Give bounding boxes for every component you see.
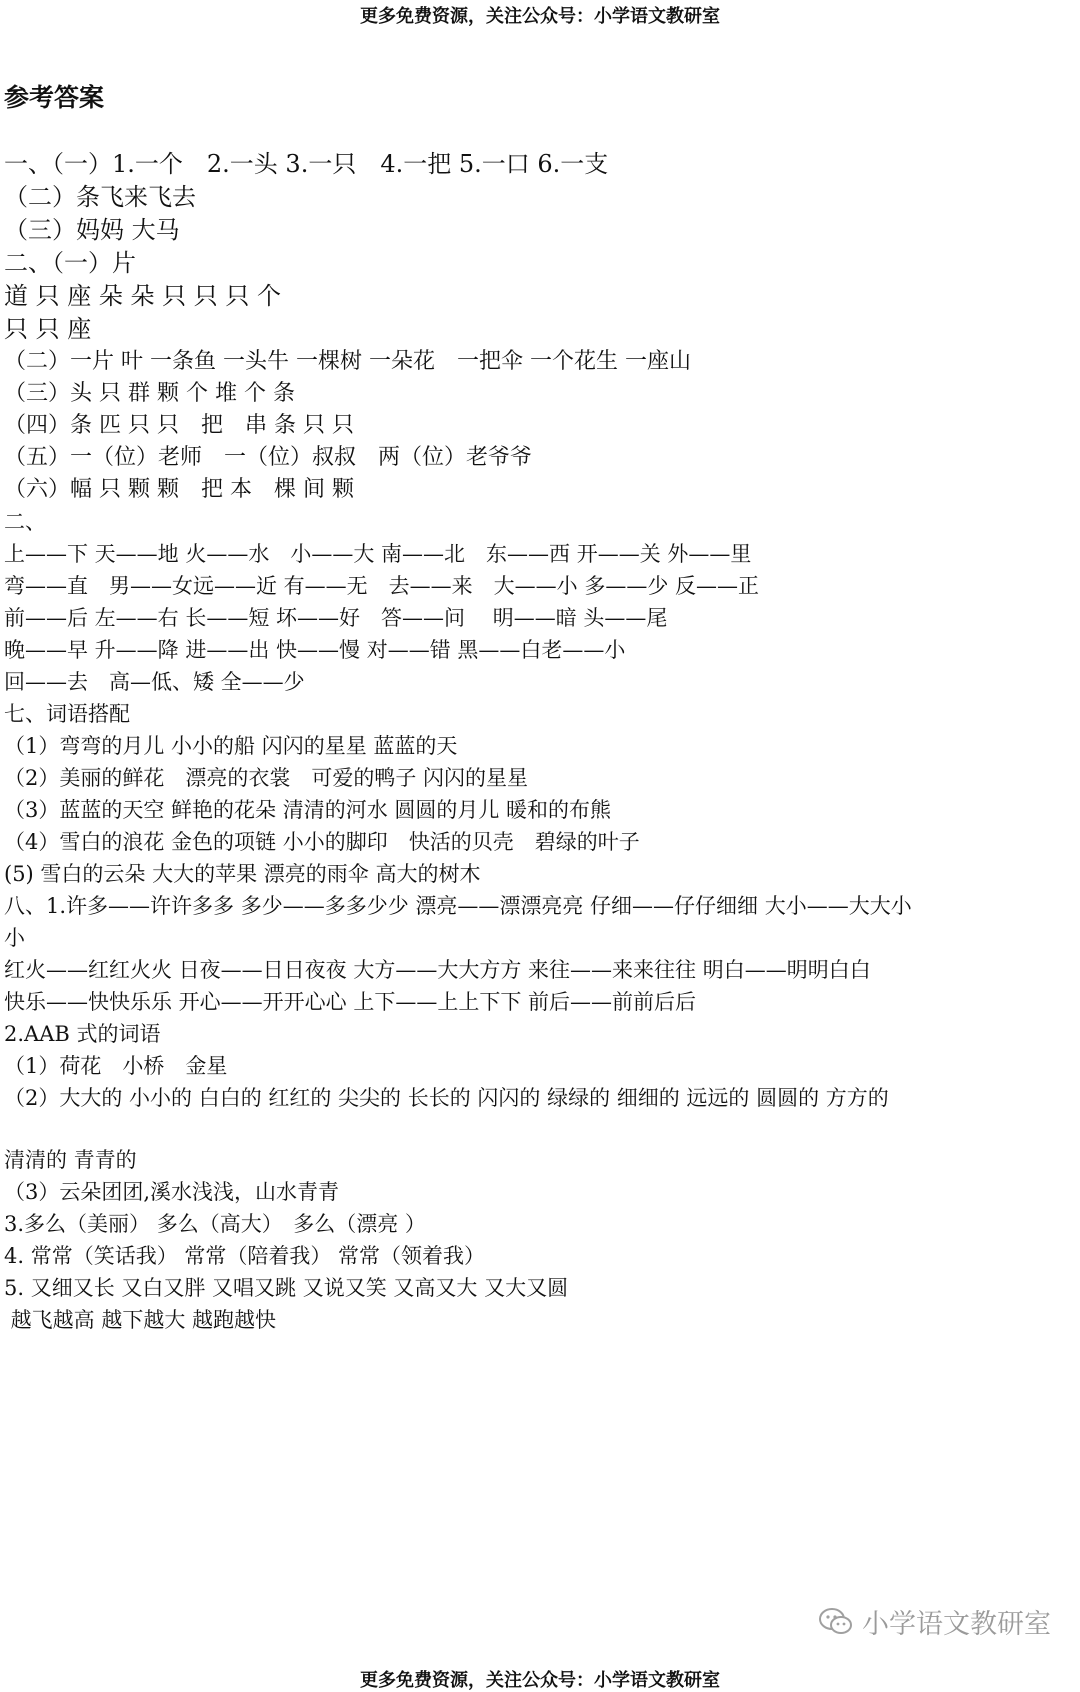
answer-line: 红火——红红火火 日夜——日日夜夜 大方——大大方方 来往——来来往往 明白——明明白白 [4, 958, 871, 982]
page-title: 参考答案 [4, 83, 105, 112]
answer-line: （4）雪白的浪花 金色的项链 小小的脚印 快活的贝壳 碧绿的叶子 [4, 830, 640, 854]
page-header: 更多免费资源，关注公众号：小学语文教研室 [360, 6, 720, 27]
answer-line: （二）一片 叶 一条鱼 一头牛 一棵树 一朵花 一把伞 一个花生 一座山 [4, 349, 691, 374]
answer-line: 小 [4, 926, 25, 950]
wechat-icon [818, 1607, 854, 1637]
answer-line: 5. 又细又长 又白又胖 又唱又跳 又说又笑 又高又大 又大又圆 [4, 1276, 569, 1300]
page-footer: 更多免费资源，关注公众号：小学语文教研室 [360, 1670, 720, 1691]
watermark-text: 小学语文教研室 [862, 1609, 1051, 1640]
answer-line: （五）一（位）老师 一（位）叔叔 两（位）老爷爷 [4, 445, 533, 470]
answer-line: 七、词语搭配 [4, 702, 130, 726]
answer-line: 前——后 左——右 长——短 坏——好 答——问 明——暗 头——尾 [4, 606, 668, 630]
answer-line: 二、 [4, 510, 46, 534]
answer-line: 一、（一）1.一个 2.一头 3.一只 4.一把 5.一口 6.一支 [4, 150, 609, 178]
answer-line: 回——去 高—低、矮 全——少 [4, 670, 305, 694]
answer-line: 清清的 青青的 [4, 1148, 137, 1172]
answer-line: （3）蓝蓝的天空 鲜艳的花朵 清清的河水 圆圆的月儿 暖和的布熊 [4, 798, 612, 822]
answer-line: （三）妈妈 大马 [4, 216, 180, 244]
answer-line: 3.多么（美丽） 多么（高大） 多么（漂亮 ） [4, 1212, 426, 1236]
answer-line: (5) 雪白的云朵 大大的苹果 漂亮的雨伞 高大的树木 [4, 862, 481, 886]
answer-line: 二、（一）片 [4, 249, 136, 277]
answer-line: （1）弯弯的月儿 小小的船 闪闪的星星 蓝蓝的天 [4, 734, 458, 758]
answer-line: （四）条 匹 只 只 把 串 条 只 只 [4, 413, 354, 438]
answer-line: 道 只 座 朵 朵 只 只 只 个 [4, 282, 282, 310]
answer-line: 2.AAB 式的词语 [4, 1022, 161, 1046]
answer-line: （2）美丽的鲜花 漂亮的衣裳 可爱的鸭子 闪闪的星星 [4, 766, 529, 790]
answer-body [4, 148, 1076, 1336]
watermark [818, 1602, 1051, 1641]
answer-line: 晚——早 升——降 进——出 快——慢 对——错 黑——白老——小 [4, 638, 626, 662]
answer-line: 上——下 天——地 火——水 小——大 南——北 东——西 开——关 外——里 [4, 542, 752, 566]
answer-line: 越飞越高 越下越大 越跑越快 [4, 1308, 277, 1332]
answer-line: （二）条飞来飞去 [4, 183, 196, 211]
answer-line: （1）荷花 小桥 金星 [4, 1054, 228, 1078]
answer-line: 4. 常常（笑话我） 常常（陪着我） 常常（领着我） [4, 1244, 486, 1268]
answer-line: （三）头 只 群 颗 个 堆 个 条 [4, 381, 295, 406]
answer-line: （2）大大的 小小的 白白的 红红的 尖尖的 长长的 闪闪的 绿绿的 细细的 远远的 圆圆的 方方的 [4, 1086, 889, 1110]
answer-line: 八、1.许多——许许多多 多少——多多少少 漂亮——漂漂亮亮 仔细——仔仔细细 大小——大大小 [4, 894, 912, 918]
answer-line: （六）幅 只 颗 颗 把 本 棵 间 颗 [4, 477, 354, 502]
answer-line: 快乐——快快乐乐 开心——开开心心 上下——上上下下 前后——前前后后 [4, 990, 697, 1014]
answer-line: 只 只 座 [4, 315, 92, 343]
answer-line: 弯——直 男——女远——近 有——无 去——来 大——小 多——少 反——正 [4, 574, 760, 598]
blank-line [4, 1114, 1076, 1144]
answer-line: （3）云朵团团,溪水浅浅，山水青青 [4, 1180, 340, 1204]
